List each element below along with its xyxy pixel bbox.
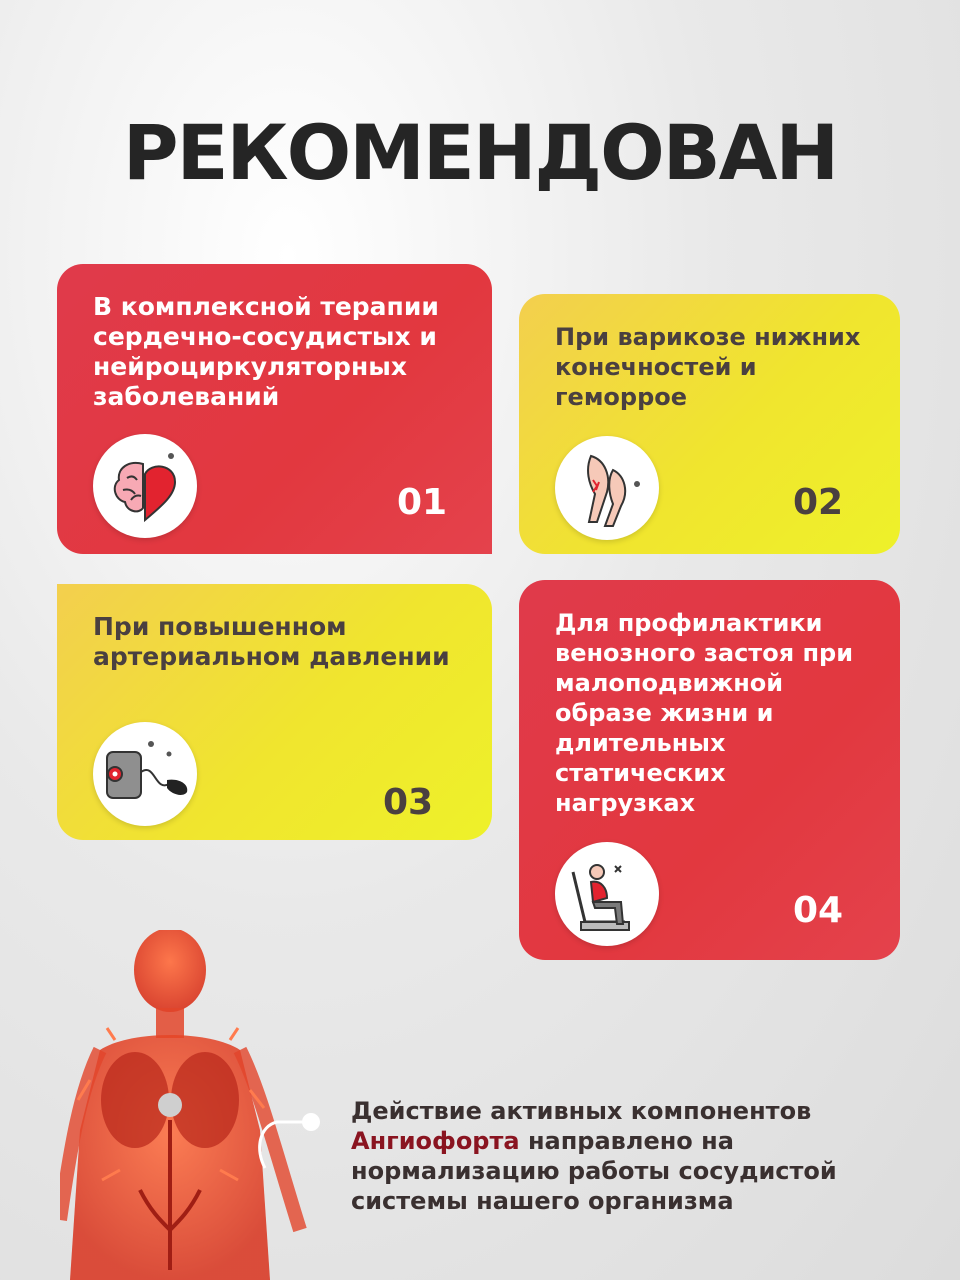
card-number: 03 [383,782,434,823]
card-varicose [519,294,900,554]
connector-line [255,1110,325,1170]
brain-heart-icon [93,434,197,538]
vascular-system-figure [60,930,310,1280]
blood-pressure-monitor-icon [93,722,197,826]
bottom-description [351,1096,911,1216]
card-cardiovascular-therapy [57,264,492,554]
card-number: 01 [397,482,448,523]
card-high-blood-pressure [57,584,492,840]
seated-person-icon [555,842,659,946]
card-text: Для профилактики венозного застоя при малоподвижной образе жизни и длительных статических нагрузках [555,609,854,817]
card-text: При варикозе нижних конечностей и геморрое [555,323,861,411]
bottom-line1: Действие активных компонентов [351,1097,812,1125]
card-venous-stasis-prevention [519,580,900,960]
bottom-line2: направлено на нормализацию работы сосудистой системы нашего организма [351,1127,837,1215]
brand-name: Ангиофорта [351,1127,520,1155]
page-title: РЕКОМЕНДОВАН [122,108,838,197]
card-number: 04 [793,890,844,931]
card-text: При повышенном артериальном давлении [93,612,450,671]
legs-icon [555,436,659,540]
card-number: 02 [793,482,844,523]
card-text: В комплексной терапии сердечно-сосудистых и нейроциркуляторных заболеваний [93,292,439,411]
